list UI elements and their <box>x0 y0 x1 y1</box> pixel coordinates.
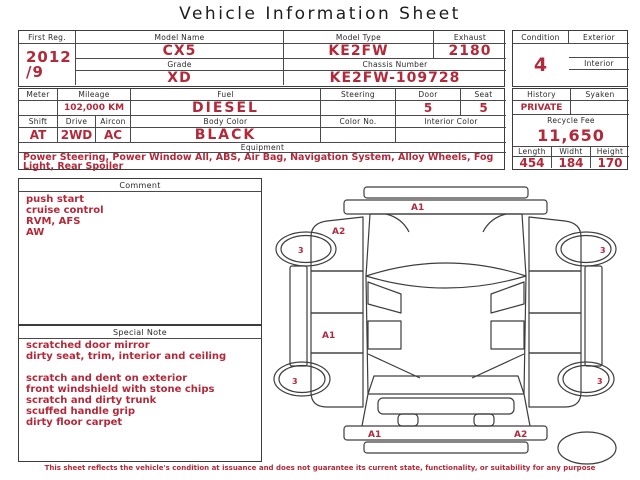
width-label: Widht <box>552 147 591 157</box>
right-front-window <box>491 282 524 313</box>
comment-line: AW <box>26 227 45 238</box>
special-note-line: dirty floor carpet <box>26 417 123 428</box>
hood-right-arc <box>483 214 506 232</box>
damage-label-rear-bumper-right: A2 <box>514 430 528 440</box>
special-note-line: front windshield with stone chips <box>26 384 215 395</box>
condition-label: Condition <box>513 31 569 44</box>
model-name-value: CX5 <box>76 44 284 59</box>
special-note-line: dirty seat, trim, interior and ceiling <box>26 351 227 362</box>
seat-value: 5 <box>461 101 506 116</box>
grade-value: XD <box>76 71 284 85</box>
special-note-line: scratched door mirror <box>26 340 150 351</box>
left-rear-door <box>311 313 363 353</box>
door-value: 5 <box>396 101 461 116</box>
right-front-fender <box>529 217 581 271</box>
rear-window-band <box>368 376 524 394</box>
body-color-value: BLACK <box>131 128 321 143</box>
wheel-rear-left-inner <box>279 366 325 393</box>
damage-label-wheel-rear-left: 3 <box>292 377 298 386</box>
special-note-line: scratch and dent on exterior <box>26 373 188 384</box>
meter-value <box>19 101 58 116</box>
aircon-label: Aircon <box>96 116 131 128</box>
interior-label: Interior <box>569 58 629 70</box>
right-quarter-panel <box>529 353 581 407</box>
car-damage-diagram <box>270 176 640 468</box>
right-front-door <box>529 271 581 313</box>
drive-label: Drive <box>58 116 96 128</box>
history-label: History <box>513 89 571 101</box>
rear-lower-strip <box>364 442 528 453</box>
height-label: Height <box>591 147 629 157</box>
exterior-label: Exterior <box>569 31 629 44</box>
condition-value: 4 <box>533 53 548 76</box>
disclaimer-text: This sheet reflects the vehicle's condition at issuance and does not guarantee its current state, functionality, or suitability for any purpose <box>44 464 596 472</box>
syaken-label: Syaken <box>571 89 629 101</box>
rear-lamp-right <box>474 414 494 426</box>
comment-body <box>26 194 257 322</box>
left-front-fender <box>311 217 363 271</box>
wheel-rear-right <box>558 362 614 396</box>
wheel-front-right <box>556 232 616 266</box>
spec-table <box>18 88 505 170</box>
rear-lamp-left <box>398 414 418 426</box>
special-note-line: scratch and dirty trunk <box>26 395 157 406</box>
rear-deck <box>378 398 514 414</box>
fuel-label: Fuel <box>131 89 321 101</box>
mileage-label: Mileage <box>58 89 131 101</box>
body-color-label: Body Color <box>131 116 321 128</box>
first-reg-value <box>19 44 76 85</box>
front-grille-strip <box>364 187 528 198</box>
left-front-window <box>368 282 401 313</box>
interior-color-label: Interior Color <box>396 116 506 128</box>
damage-label-wheel-front-right: 3 <box>600 246 606 255</box>
interior-color-value <box>396 128 506 143</box>
right-sill <box>585 266 602 366</box>
syaken-value <box>571 101 629 115</box>
shift-label: Shift <box>19 116 58 128</box>
front-bumper <box>344 200 547 214</box>
color-no-value <box>321 128 396 143</box>
special-note-box <box>18 325 262 462</box>
interior-value <box>569 70 629 85</box>
right-rear-window <box>491 321 524 349</box>
width-value: 184 <box>552 157 591 168</box>
damage-label-left-front-fender: A2 <box>332 227 346 237</box>
top-left-table <box>18 30 505 87</box>
door-label: Door <box>396 89 461 101</box>
wheel-rear-left <box>274 362 330 396</box>
chassis-number-label: Chassis Number <box>284 59 506 71</box>
special-note-body <box>26 341 257 459</box>
color-no-label: Color No. <box>321 116 396 128</box>
exhaust-label: Exhaust <box>434 31 506 44</box>
history-value: PRIVATE <box>513 101 571 115</box>
history-table <box>512 88 628 170</box>
wheel-front-left-inner <box>281 236 331 263</box>
first-reg-month: /9 <box>26 62 44 81</box>
first-reg-year: 2012 <box>26 47 72 66</box>
recycle-fee-label: Recycle Fee <box>547 115 595 125</box>
exterior-value <box>569 44 629 58</box>
wheel-front-left <box>276 232 336 266</box>
spare-tire <box>558 432 616 464</box>
comment-line: push start <box>26 194 85 205</box>
aircon-value: AC <box>96 128 131 143</box>
left-quarter-panel <box>311 353 363 407</box>
damage-label-front-bumper: A1 <box>411 203 425 213</box>
page-title: Vehicle Information Sheet <box>179 4 461 24</box>
chassis-number-value: KE2FW-109728 <box>329 71 461 85</box>
damage-label-left-rear-door: A1 <box>322 331 336 341</box>
condition-table <box>512 30 628 87</box>
shift-value: AT <box>19 128 58 143</box>
height-value: 170 <box>597 157 623 168</box>
mileage-value: 102,000 KM <box>58 101 131 116</box>
comment-box <box>18 178 262 325</box>
model-name-label: Model Name <box>76 31 284 44</box>
meter-label: Meter <box>19 89 58 101</box>
comment-label: Comment <box>19 179 261 192</box>
right-c-pillar <box>472 354 524 378</box>
special-note-label: Special Note <box>19 326 261 339</box>
damage-label-wheel-rear-right: 3 <box>597 377 603 386</box>
first-reg-label: First Reg. <box>19 31 76 44</box>
left-rear-window <box>368 321 401 349</box>
roof-outline <box>366 263 526 288</box>
damage-label-rear-bumper-left: A1 <box>368 430 382 440</box>
right-rear-door <box>529 313 581 353</box>
hood-left-arc <box>386 214 409 232</box>
left-sill <box>290 266 307 366</box>
model-type-value: KE2FW <box>284 44 434 59</box>
comment-line: RVM, AFS <box>26 216 81 227</box>
damage-label-wheel-front-left: 3 <box>298 246 304 255</box>
exhaust-value: 2180 <box>434 44 506 59</box>
comment-line: cruise control <box>26 205 104 216</box>
special-note-line: scuffed handle grip <box>26 406 136 417</box>
seat-label: Seat <box>461 89 506 101</box>
grade-label: Grade <box>76 59 284 71</box>
left-front-door <box>311 271 363 313</box>
steering-value <box>321 101 396 116</box>
fuel-value: DIESEL <box>131 101 321 116</box>
drive-value: 2WD <box>58 128 96 143</box>
equipment-value: Power Steering, Power Window All, ABS, Air Bag, Navigation System, Alloy Wheels, Fog Light, Rear Spoiler <box>23 152 494 172</box>
length-label: Length <box>513 147 552 157</box>
equipment-label: Equipment <box>19 143 506 153</box>
recycle-fee-value: 11,650 <box>513 125 629 147</box>
model-type-label: Model Type <box>284 31 434 44</box>
steering-label: Steering <box>321 89 396 101</box>
left-c-pillar <box>368 354 420 378</box>
length-value: 454 <box>513 157 552 168</box>
